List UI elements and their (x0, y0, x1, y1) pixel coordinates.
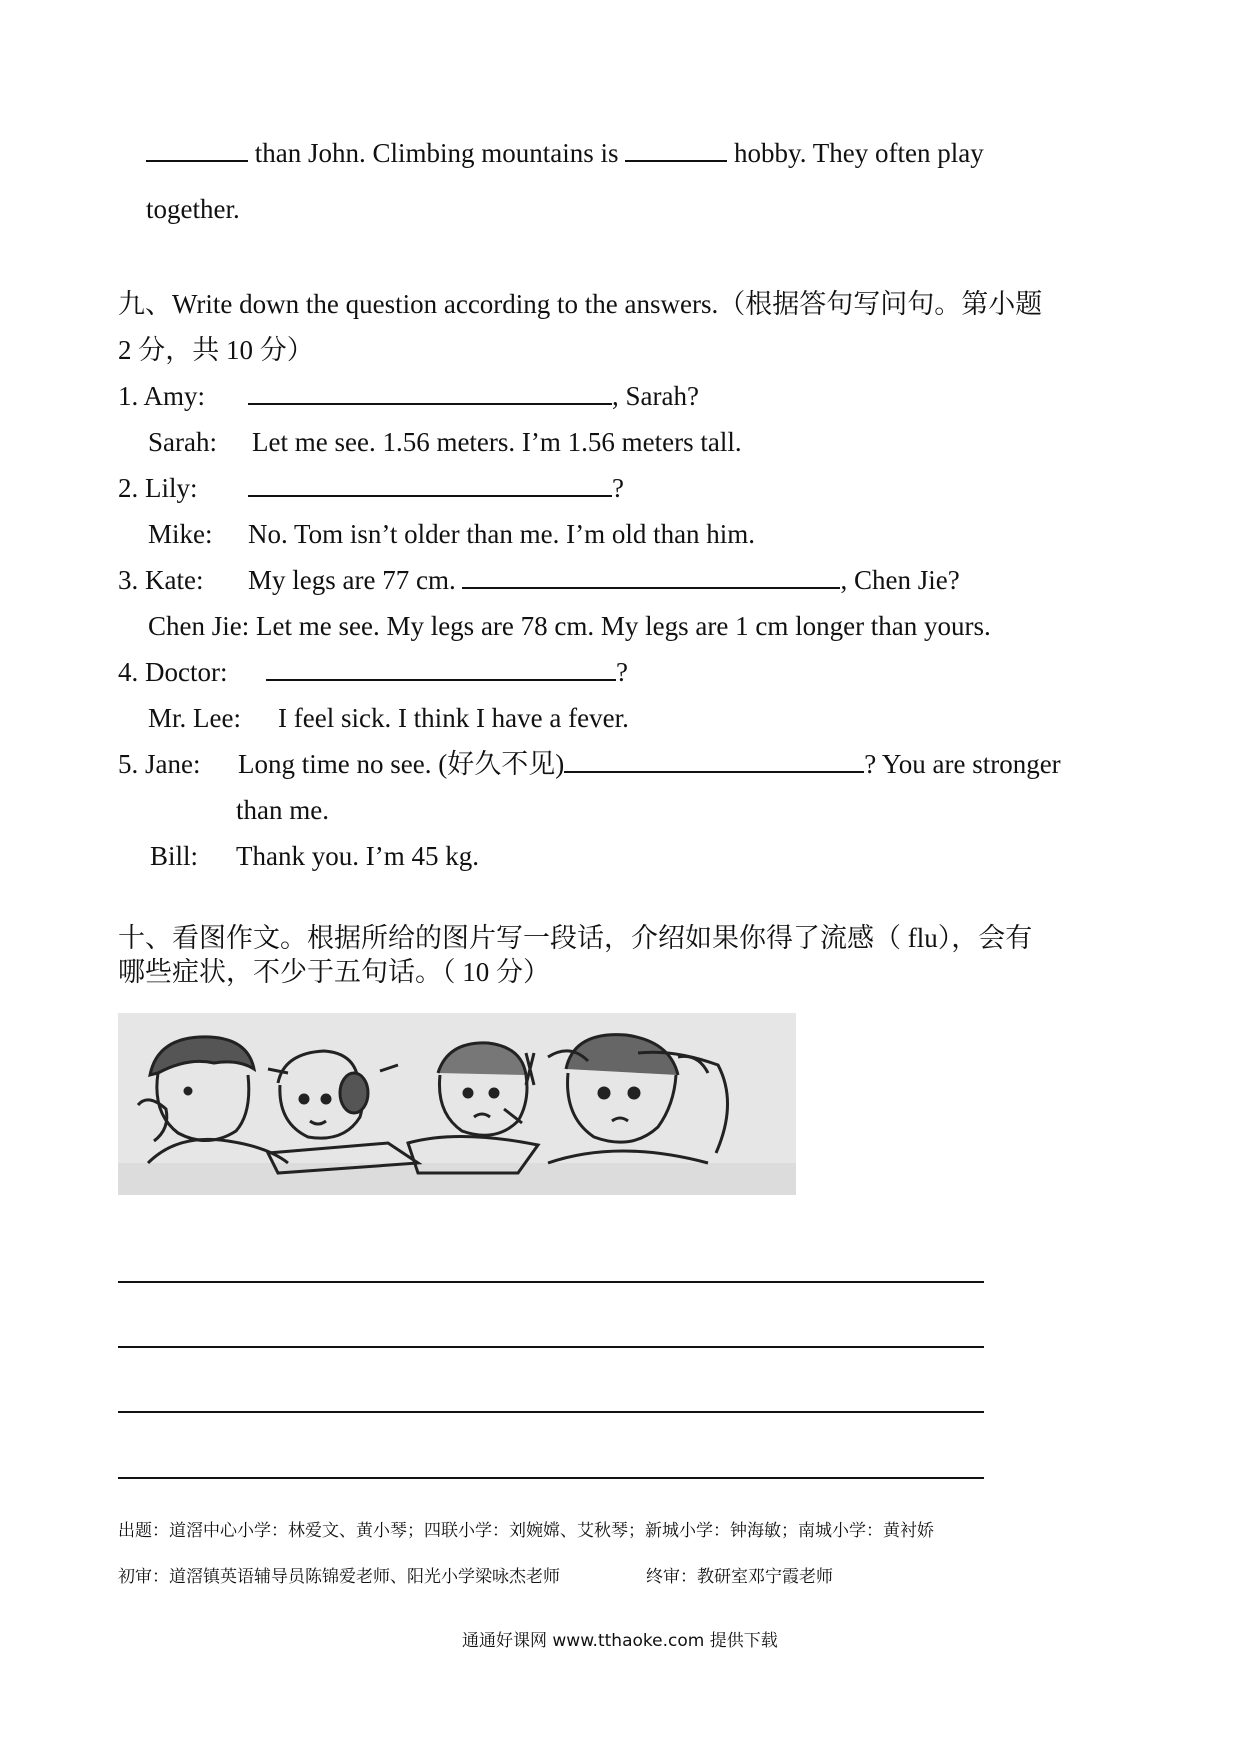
writing-line[interactable] (118, 1281, 984, 1283)
sec8-line-2: together. (146, 194, 240, 224)
sec8-text-a: than John. Climbing mountains is (254, 138, 619, 168)
flu-cartoon-drawing (118, 1013, 796, 1195)
q2-reply-speaker: Mike: (148, 519, 213, 549)
q3-before: My legs are 77 cm. (248, 565, 456, 595)
q5-speaker: 5. Jane: (118, 749, 201, 779)
flu-symptoms-illustration (118, 1013, 796, 1195)
answer-blank[interactable] (266, 657, 616, 681)
q3-speaker: 3. Kate: (118, 565, 204, 595)
q1-answer-line (248, 380, 699, 412)
page-footer: 通通好课网 www.tthaoke.com 提供下载 (462, 1631, 778, 1651)
q1-reply: Let me see. 1.56 meters. I’m 1.56 meters tall. (252, 427, 742, 457)
sec10-heading-line-2: 哪些症状，不少于五句话。（ 10 分） (118, 957, 550, 987)
answer-blank[interactable] (625, 138, 727, 162)
q3-reply: Let me see. My legs are 78 cm. My legs are 1 cm longer than yours. (256, 611, 991, 641)
q2-reply: No. Tom isn’t older than me. I’m old than him. (248, 519, 756, 549)
q4-reply-speaker: Mr. Lee: (148, 703, 241, 733)
q4-reply: I feel sick. I think I have a fever. (278, 703, 629, 733)
credits-line-2a: 初审：道滘镇英语辅导员陈锦爱老师、阳光小学梁咏杰老师 (118, 1567, 560, 1587)
sec8-text-b: hobby. They often play (734, 138, 984, 168)
q1-speaker: 1. Amy: (118, 381, 206, 411)
q3-reply-speaker: Chen Jie: (148, 611, 250, 641)
q4-speaker: 4. Doctor: (118, 657, 228, 687)
sec9-heading-line-1: 九、Write down the question according to the answers.（根据答句写问句。第小题 (118, 289, 1043, 319)
q5-answer-line (238, 748, 1061, 780)
q2-answer-line (248, 472, 624, 504)
answer-blank[interactable] (248, 473, 612, 497)
answer-blank[interactable] (462, 565, 840, 589)
q5-reply: Thank you. I’m 45 kg. (236, 841, 479, 871)
q4-after: ? (616, 657, 628, 687)
sec9-heading-line-2: 2 分，共 10 分） (118, 335, 314, 365)
q5-continuation: than me. (236, 795, 329, 825)
q1-reply-speaker: Sarah: (148, 427, 217, 457)
q2-speaker: 2. Lily: (118, 473, 198, 503)
answer-blank[interactable] (248, 381, 612, 405)
writing-line[interactable] (118, 1411, 984, 1413)
q5-before: Long time no see. (好久不见) (238, 749, 565, 779)
q4-answer-line (266, 656, 628, 688)
credits-line-1: 出题：道滘中心小学：林爱文、黄小琴；四联小学：刘婉嫦、艾秋琴；新城小学：钟海敏；南城小学：黄衬娇 (118, 1521, 934, 1541)
q5-reply-speaker: Bill: (150, 841, 199, 871)
credits-line-2b: 终审：教研室邓宁霞老师 (646, 1567, 833, 1587)
q1-after: , Sarah? (612, 381, 699, 411)
answer-blank[interactable] (146, 138, 248, 162)
q3-after: , Chen Jie? (840, 565, 960, 595)
sec10-heading-line-1: 十、看图作文。根据所给的图片写一段话，介绍如果你得了流感（ flu），会有 (118, 923, 1033, 953)
answer-blank[interactable] (564, 749, 864, 773)
q5-after: ? You are stronger (864, 749, 1061, 779)
q3-answer-line (248, 564, 960, 596)
writing-line[interactable] (118, 1346, 984, 1348)
writing-line[interactable] (118, 1477, 984, 1479)
q3-reply-line (148, 610, 991, 642)
sec8-line-1 (146, 137, 984, 169)
q2-after: ? (612, 473, 624, 503)
